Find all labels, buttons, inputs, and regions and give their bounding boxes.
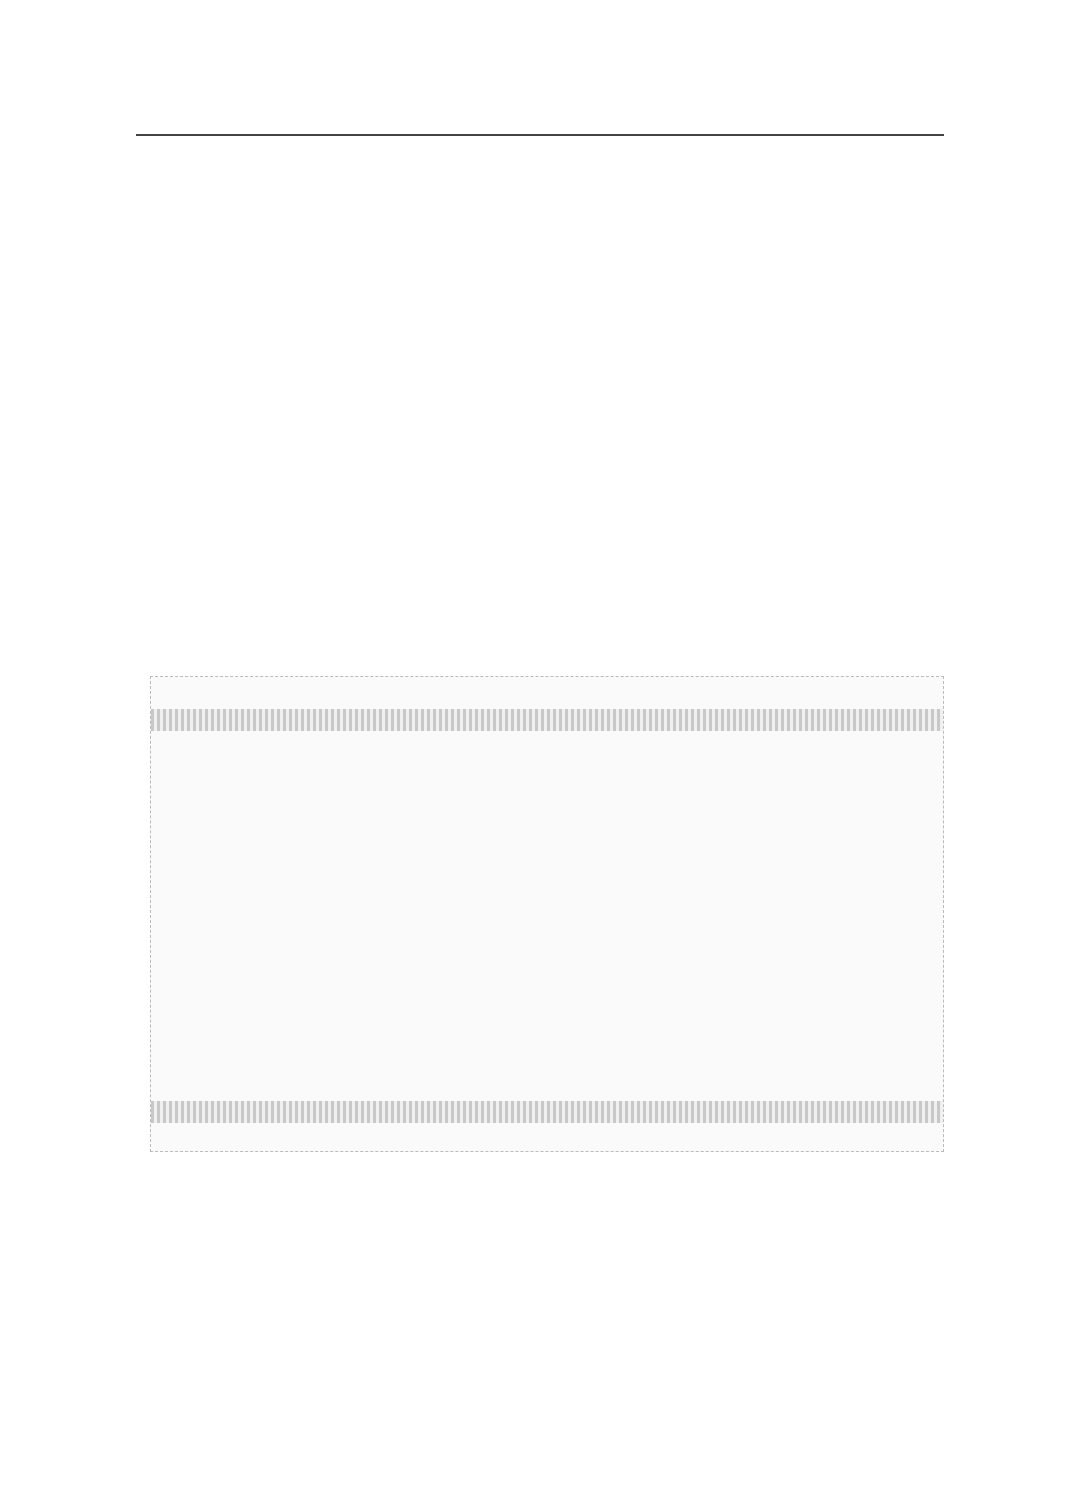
figure-notes: [136, 1198, 944, 1388]
membrane-top: [151, 709, 943, 731]
body-text: [136, 150, 944, 670]
figure: [150, 676, 944, 1152]
figure-caption: [136, 1166, 944, 1196]
membrane-bottom: [151, 1101, 943, 1123]
running-header: [136, 100, 944, 136]
